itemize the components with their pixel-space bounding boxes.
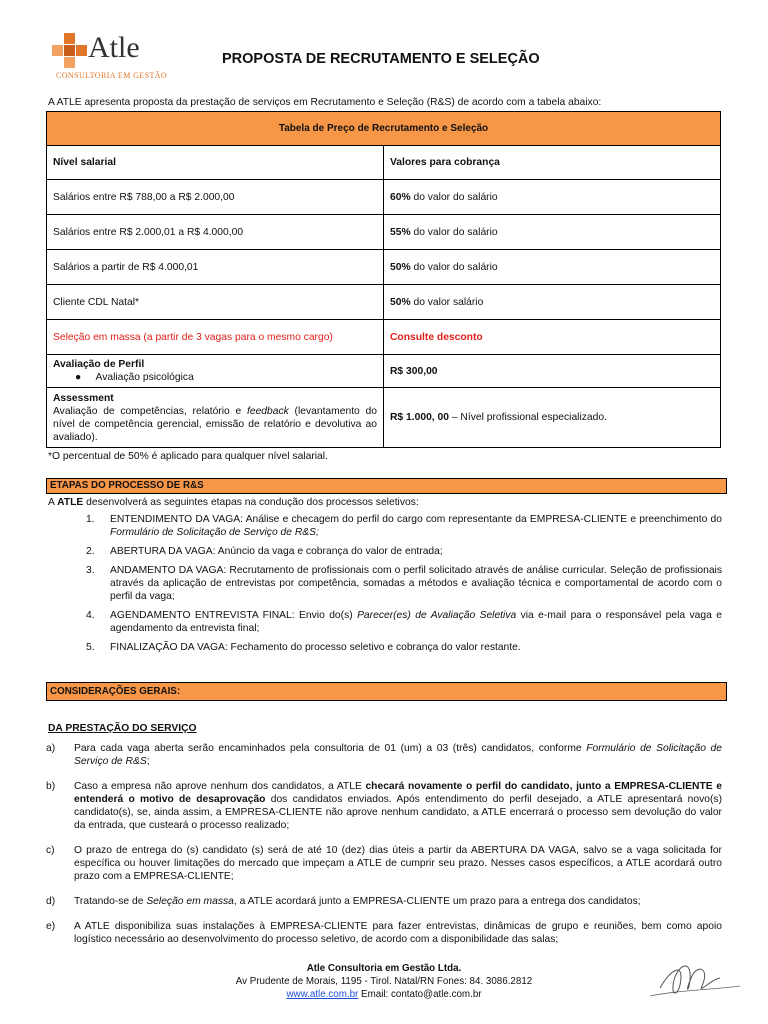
steps-intro: A ATLE desenvolverá as seguintes etapas na condução dos processos seletivos:	[48, 497, 419, 508]
footer-company: Atle Consultoria em Gestão Ltda.	[306, 963, 462, 974]
list-item: a) Para cada vaga aberta serão encaminhados pela consultoria de 01 (um) a 03 (três) candidatos, conforme Formulário de Solicitação de Serviço de R&S;	[46, 743, 722, 767]
cell-value: 55% do valor do salário	[384, 215, 721, 250]
cell-pct: 50%	[390, 296, 411, 308]
table-row	[47, 355, 721, 388]
table-row	[47, 180, 721, 215]
cell-mass-discount: Consulte desconto	[384, 320, 721, 355]
steps-list	[48, 513, 722, 660]
section-bar-considerations: CONSIDERAÇÕES GERAIS:	[46, 682, 727, 701]
cell-assessment-value: R$ 1.000, 00 – Nível profissional especializado.	[384, 388, 721, 448]
cell-level: Salários a partir de R$ 4.000,01	[47, 250, 384, 285]
page-title: PROPOSTA DE RECRUTAMENTO E SELEÇÃO	[222, 51, 540, 67]
cell-level: Cliente CDL Natal*	[47, 285, 384, 320]
list-item: c) O prazo de entrega do (s) candidato (s) será de até 10 (dez) dias úteis a partir da ABERTURA DA VAGA, salvo se a vaga solicitada for específica ou houver limitações do mercado que impeçam a ATLE de cumprir seu prazo. Nesses casos específicos, a ATLE acordará outro prazo com a EMPRESA-CLIENTE;	[46, 845, 722, 882]
table-row	[47, 215, 721, 250]
table-row	[47, 320, 721, 355]
cell-assessment	[47, 388, 384, 448]
cell-pct: 55%	[390, 226, 411, 238]
signature-scribble	[640, 950, 760, 1010]
cell-pct: 60%	[390, 191, 411, 203]
profile-title: Avaliação de Perfil	[53, 359, 145, 370]
cell-level: Salários entre R$ 2.000,01 a R$ 4.000,00	[47, 215, 384, 250]
list-item: 2. ABERTURA DA VAGA: Anúncio da vaga e cobrança do valor de entrada;	[86, 546, 443, 557]
assessment-title: Assessment	[53, 392, 114, 404]
list-item: e) A ATLE disponibiliza suas instalações à EMPRESA-CLIENTE para fazer entrevistas, dinâmicas de grupo e reuniões, bem como apoio logístico necessário ao desenvolvimento do processo seletivo, de acordo com a disponibilidade das salas;	[46, 921, 722, 945]
logo-cross-icon	[52, 33, 88, 69]
list-item: 1. ENTENDIMENTO DA VAGA: Análise e checagem do perfil do cargo com representante da EMPRESA-CLIENTE e preenchimento do Formulário de Solicitação de Serviço de R&S;	[86, 514, 722, 538]
list-item: 4. AGENDAMENTO ENTREVISTA FINAL: Envio do(s) Parecer(es) de Avaliação Seletiva via e-mail para o responsável pela vaga e agendamento da entrevista final;	[86, 610, 722, 634]
list-item: 3. ANDAMENTO DA VAGA: Recrutamento de profissionais com o perfil solicitado através de análise curricular. Seleção de profissionais através da aplicação de entrevistas por competência, somadas a métodos e avaliação técnica e comportamental de acordo com o perfil da vaga;	[86, 565, 722, 602]
table-row	[47, 146, 721, 180]
price-table	[46, 111, 721, 448]
cell-level: Salários entre R$ 788,00 a R$ 2.000,00	[47, 180, 384, 215]
table-header-row	[47, 112, 721, 146]
logo-tagline: CONSULTORIA EM GESTÃO	[56, 71, 168, 80]
intro-text: A ATLE apresenta proposta da prestação de serviços em Recrutamento e Seleção (R&S) de acordo com a tabela abaixo:	[48, 97, 602, 108]
considerations-list	[46, 742, 722, 958]
list-item: 5. FINALIZAÇÃO DA VAGA: Fechamento do processo seletivo e cobrança do valor restante.	[86, 642, 521, 653]
assessment-desc: Avaliação de competências, relatório e feedback (levantamento do nível de competência gerencial, emissão de relatório e devolutiva ao avaliado).	[53, 405, 377, 443]
table-row	[47, 285, 721, 320]
footer-address: Av Prudente de Morais, 1195 - Tirol. Natal/RN Fones: 84. 3086.2812	[235, 976, 533, 987]
list-item: b) Caso a empresa não aprove nenhum dos candidatos, a ATLE checará novamente o perfil do candidato, junto a EMPRESA-CLIENTE e entenderá o motivo de desaprovação dos candidatos enviados. Após entendimento do perfil desejado, a ATLE apresentará novo(s) candidato(s), se, ainda assim, a EMPRESA-CLIENTE não aprove nenhum candidato, a ATLE encerrará o processo sem devolução do valor da entrada, que custeará o processo realizado;	[46, 781, 722, 831]
cell-value: 50% do valor salário	[384, 285, 721, 320]
list-item: d) Tratando-se de Seleção em massa, a ATLE acordará junto a EMPRESA-CLIENTE um prazo para a entrega dos candidatos;	[46, 896, 641, 907]
column-header-values: Valores para cobrança	[384, 146, 721, 180]
logo-wordmark: Atle	[88, 31, 140, 64]
cell-profile	[47, 355, 384, 388]
section-subtitle: DA PRESTAÇÃO DO SERVIÇO	[48, 723, 197, 734]
cell-profile-value: R$ 300,00	[384, 355, 721, 388]
cell-value: 60% do valor do salário	[384, 180, 721, 215]
column-header-level: Nível salarial	[47, 146, 384, 180]
table-footnote: *O percentual de 50% é aplicado para qualquer nível salarial.	[48, 451, 328, 462]
table-row	[47, 388, 721, 448]
table-row	[47, 250, 721, 285]
cell-value: 50% do valor do salário	[384, 250, 721, 285]
table-caption: Tabela de Preço de Recrutamento e Seleção	[47, 112, 721, 146]
cell-pct: 50%	[390, 261, 411, 273]
cell-mass-selection: Seleção em massa (a partir de 3 vagas para o mesmo cargo)	[47, 320, 384, 355]
footer-email: Email: contato@atle.com.br	[358, 989, 482, 1000]
profile-bullet: ● Avaliação psicológica	[75, 372, 194, 383]
website-link[interactable]: www.atle.com.br	[286, 989, 359, 1000]
section-bar-steps: ETAPAS DO PROCESSO DE R&S	[46, 478, 727, 494]
atle-logo	[52, 33, 172, 81]
